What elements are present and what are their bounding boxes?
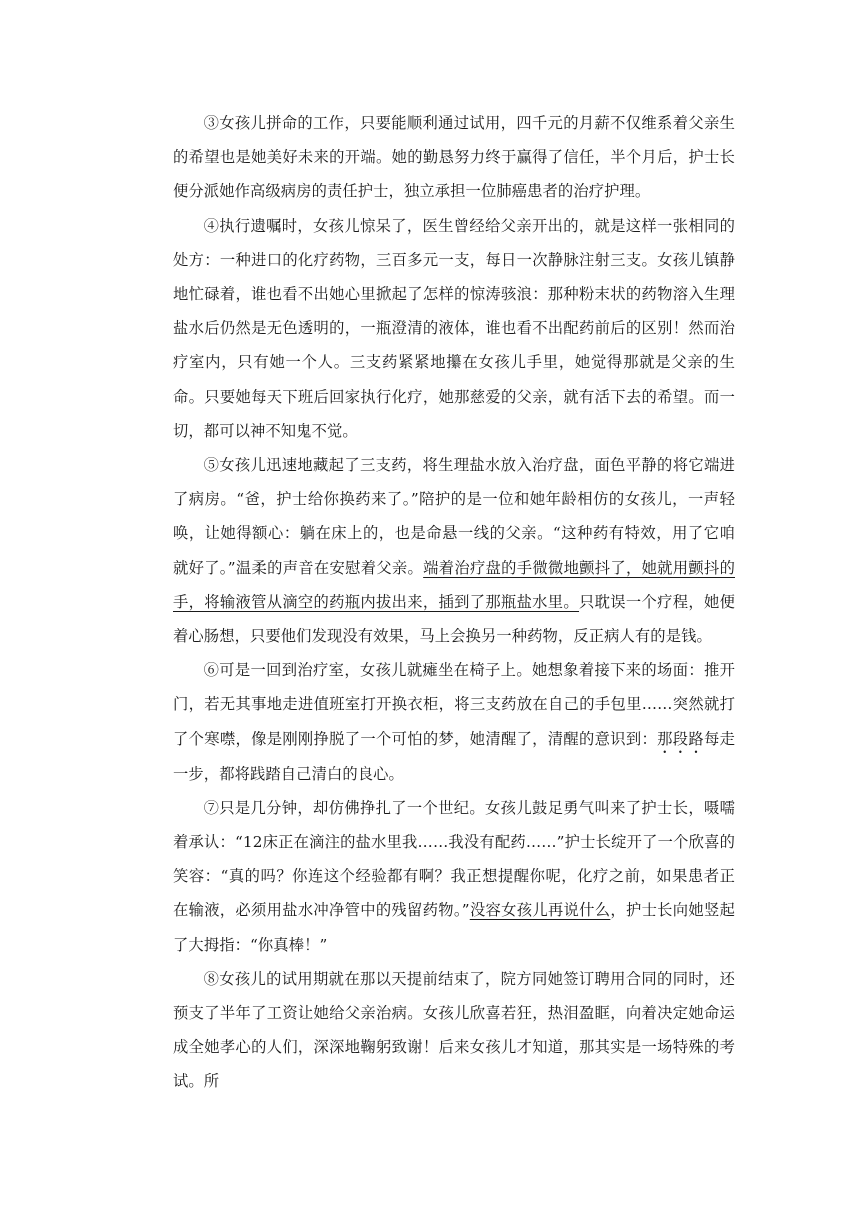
emphasized-phrase: 那段路 [657,729,704,748]
paragraph-7-text-a: ⑦只是几分钟，却仿佛挣扎了一个世纪。女孩儿鼓足勇气叫来了护士长，嗫嚅着承认：“12床正在滴注的盐水里我……我没有配药……”护士长绽开了一个欣喜的笑容：“真的吗？你连这个经验都有啊？我正想提醒你呢，化疗之前，如果患者正在输液，必须用盐水冲净管中的残留药物。” [173,798,735,920]
paragraph-3: ③女孩儿拼命的工作，只要能顺利通过试用，四千元的月薪不仅维系着父亲生的希望也是她美好未来的开端。她的勤恳努力终于赢得了信任，半个月后，护士长便分派她作高级病房的责任护士，独立承担一位肺癌患者的治疗护理。 [173,114,735,201]
paragraph-7 [173,791,735,962]
paragraph-7-text-b: ，护士长向她竖起了大拇指：“你真棒！” [173,901,735,954]
underlined-phrase: 没容女孩儿再说什么 [469,901,611,920]
paragraph-5 [173,448,735,653]
paragraph-5-text-b: 只耽误一个疗程，她便着心肠想，只要他们发现没有效果，马上会换另一种药物，反正病人有的是钱。 [173,592,735,646]
paragraph-6-text-b: 每走一步，都将践踏自己清白的良心。 [173,729,735,783]
paragraph-5-text-a: ⑤女孩儿迅速地藏起了三支药，将生理盐水放入治疗盘，面色平静的将它端进了病房。“爸，护士给你换药来了。”陪护的是一位和她年龄相仿的女孩儿，一声轻唤，让她得额心：躺在床上的，也是命悬一线的父亲。“这种药有特效，用了它咱就好了。”温柔的声音在安慰着父亲。 [173,456,735,577]
document-page [173,106,735,1099]
paragraph-6-text-a: ⑥可是一回到治疗室，女孩儿就瘫坐在椅子上。她想象着接下来的场面：推开门，若无其事地走进值班室打开换衣柜，将三支药放在自己的手包里……突然就打了个寒噤，像是刚刚挣脱了一个可怕的梦，她清醒了，清醒的意识到： [173,661,735,748]
underlined-sentence: 端着治疗盘的手微微地颤抖了，她就用颤抖的手，将输液管从滴空的药瓶内拔出来，插到了那瓶盐水里。 [173,558,735,611]
paragraph-4: ④执行遗嘱时，女孩儿惊呆了，医生曾经给父亲开出的，就是这样一张相同的处方：一种进口的化疗药物，三百多元一支，每日一次静脉注射三支。女孩儿镇静地忙碌着，谁也看不出她心里掀起了怎样的惊涛骇浪：那种粉末状的药物溶入生理盐水后仍然是无色透明的，一瓶澄清的液体，谁也看不出配药前后的区别！然而治疗室内，只有她一个人。三支药紧紧地攥在女孩儿手里，她觉得那就是父亲的生命。只要她每天下班后回家执行化疗，她那慈爱的父亲，就有活下去的希望。而一切，都可以神不知鬼不觉。 [173,216,735,440]
paragraph-6 [173,653,735,791]
paragraph-8: ⑧女孩儿的试用期就在那以天提前结束了，院方同她签订聘用合同的同时，还预支了半年了工资让她给父亲治病。女孩儿欣喜若狂，热泪盈眶，向着决定她命运成全她孝心的人们，深深地鞠躬致谢！后来女孩儿才知道，那其实是一场特殊的考试。所 [173,969,735,1091]
